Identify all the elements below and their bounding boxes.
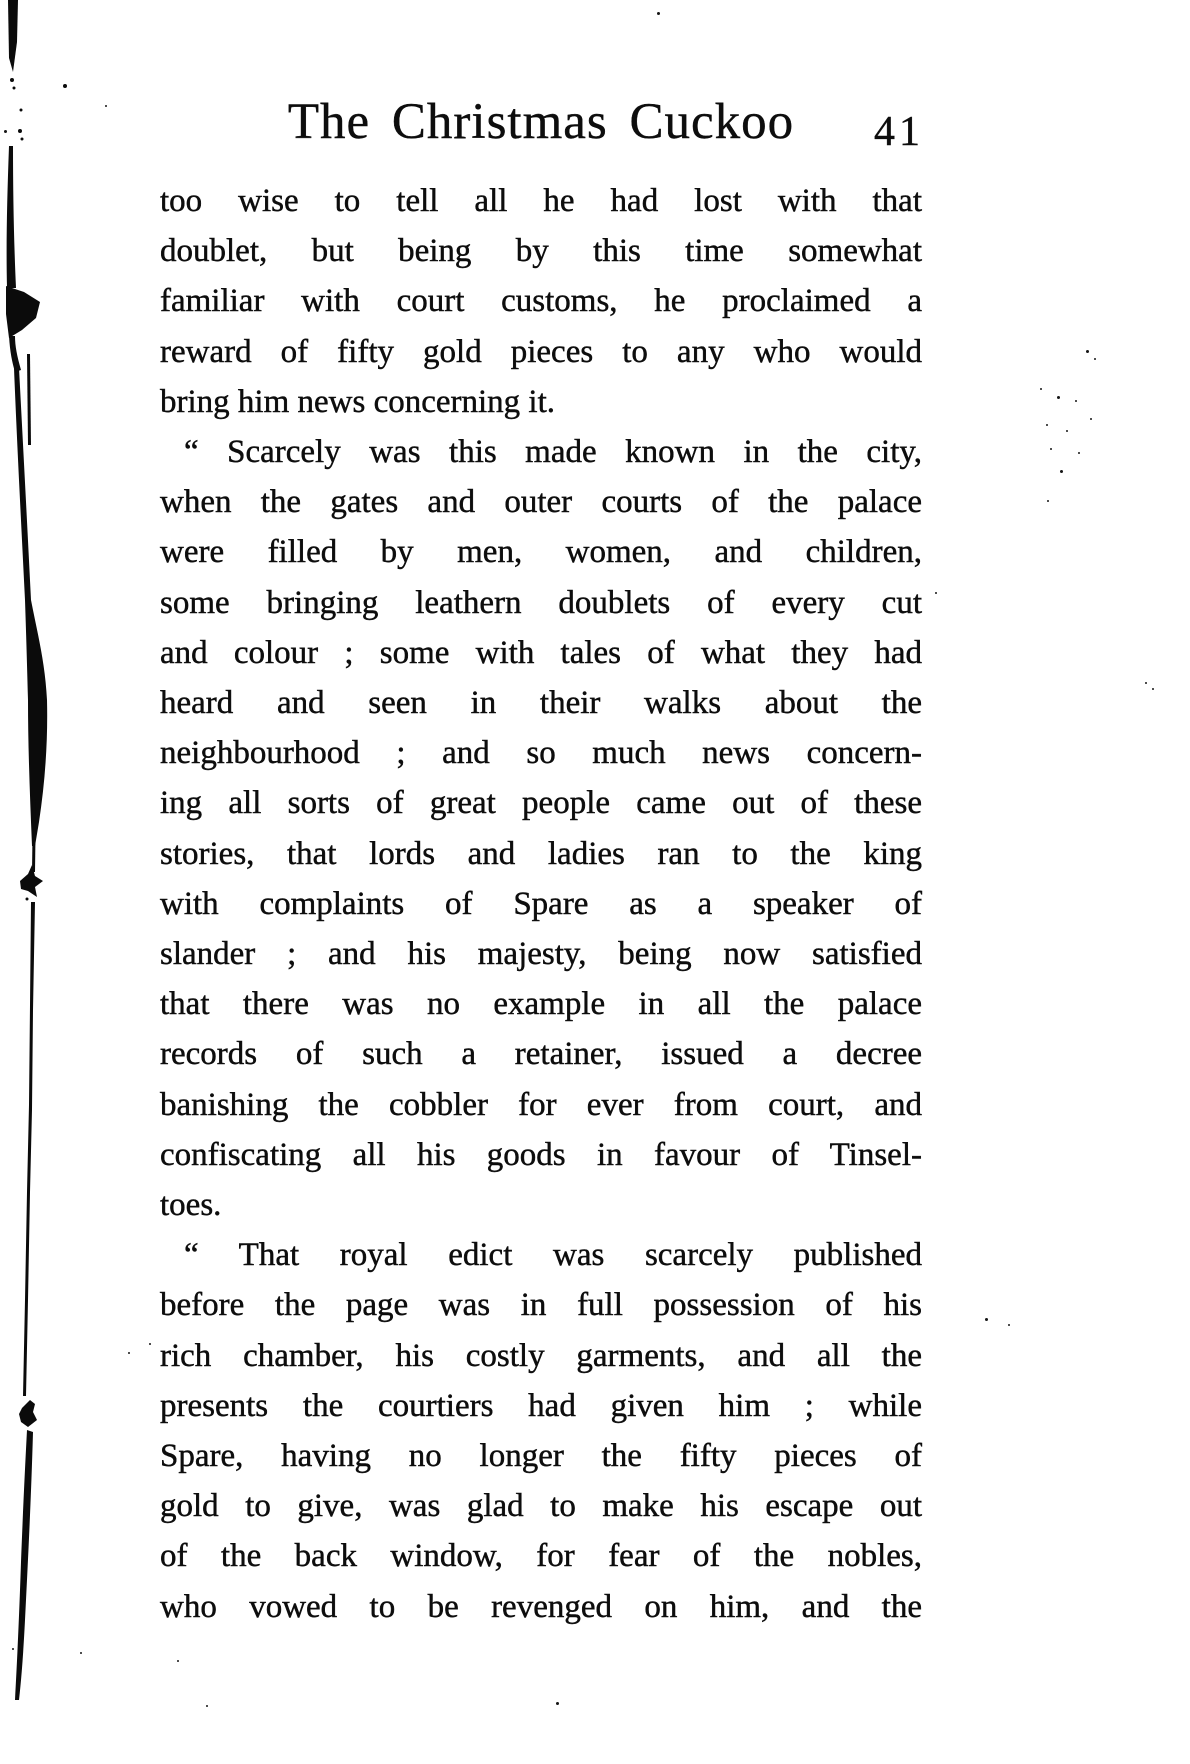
text-line: toes. — [160, 1187, 222, 1224]
text-line: ing all sorts of great people came out of these — [160, 785, 922, 822]
speck-artifact — [206, 1705, 208, 1707]
text-line: with complaints of Spare as a speaker of — [160, 885, 922, 922]
text-line: were filled by men, women, and children, — [160, 534, 922, 571]
text-line: neighbourhood ; and so much news concern- — [160, 735, 922, 772]
speck-artifact — [1050, 448, 1052, 450]
speck-artifact — [177, 1660, 179, 1662]
text-line: some bringing leathern doublets of every cut — [160, 584, 922, 621]
speck-artifact — [1047, 500, 1049, 502]
speck-artifact — [105, 105, 107, 107]
text-line: banishing the cobbler for ever from court, and — [160, 1086, 922, 1123]
text-line: and colour ; some with tales of what they had — [160, 634, 922, 671]
text-line: of the back window, for fear of the nobles, — [160, 1538, 922, 1575]
speck-artifact — [985, 1318, 988, 1321]
text-line: presents the courtiers had given him ; while — [160, 1387, 922, 1424]
speck-artifact — [128, 1352, 130, 1354]
speck-artifact — [1060, 470, 1063, 473]
text-line: when the gates and outer courts of the palace — [160, 484, 922, 521]
speck-artifact — [80, 1652, 82, 1654]
text-line: Spare, having no longer the fifty pieces of — [160, 1438, 922, 1475]
speck-artifact — [1066, 430, 1068, 432]
text-line: “ That royal edict was scarcely published — [184, 1237, 922, 1274]
text-line: too wise to tell all he had lost with that — [160, 183, 922, 219]
speck-artifact — [1145, 682, 1147, 684]
speck-artifact — [1094, 358, 1096, 360]
running-title: The Christmas Cuckoo — [287, 94, 795, 150]
text-line: slander ; and his majesty, being now satisfied — [160, 936, 922, 973]
speck-artifact — [1090, 418, 1092, 420]
speck-artifact — [12, 1648, 14, 1650]
text-line: bring him news concerning it. — [160, 383, 556, 420]
speck-artifact — [1008, 1324, 1010, 1326]
text-line: “ Scarcely was this made known in the city, — [184, 434, 922, 471]
binding-mark-artifact — [0, 0, 70, 1764]
speck-artifact — [1152, 688, 1154, 690]
text-line: confiscating all his goods in favour of Tinsel- — [160, 1136, 922, 1173]
speck-artifact — [1075, 400, 1077, 402]
text-line: that there was no example in all the palace — [160, 986, 922, 1023]
text-line: before the page was in full possession of his — [160, 1287, 922, 1324]
speck-artifact — [1057, 396, 1060, 399]
page-header — [160, 92, 922, 156]
text-line: familiar with court customs, he proclaimed a — [160, 283, 922, 320]
text-line: stories, that lords and ladies ran to the king — [160, 835, 922, 872]
text-line: reward of fifty gold pieces to any who would — [160, 333, 922, 370]
speck-artifact — [1086, 350, 1089, 353]
speck-artifact — [4, 130, 7, 133]
speck-artifact — [1040, 388, 1042, 390]
text-line: who vowed to be revenged on him, and the — [160, 1588, 922, 1625]
text-line: heard and seen in their walks about the — [160, 685, 922, 722]
speck-artifact — [935, 592, 937, 594]
speck-artifact — [149, 1343, 151, 1345]
page-number: 41 — [874, 109, 924, 155]
text-line: doublet, but being by this time somewhat — [160, 233, 922, 270]
body-text — [160, 176, 922, 1632]
text-line: gold to give, was glad to make his escape out — [160, 1488, 922, 1525]
speck-artifact — [657, 12, 660, 15]
speck-artifact — [1078, 452, 1080, 454]
text-line: records of such a retainer, issued a decree — [160, 1036, 922, 1073]
text-line: rich chamber, his costly garments, and all the — [160, 1337, 922, 1374]
speck-artifact — [1046, 424, 1048, 426]
speck-artifact — [556, 1702, 559, 1705]
